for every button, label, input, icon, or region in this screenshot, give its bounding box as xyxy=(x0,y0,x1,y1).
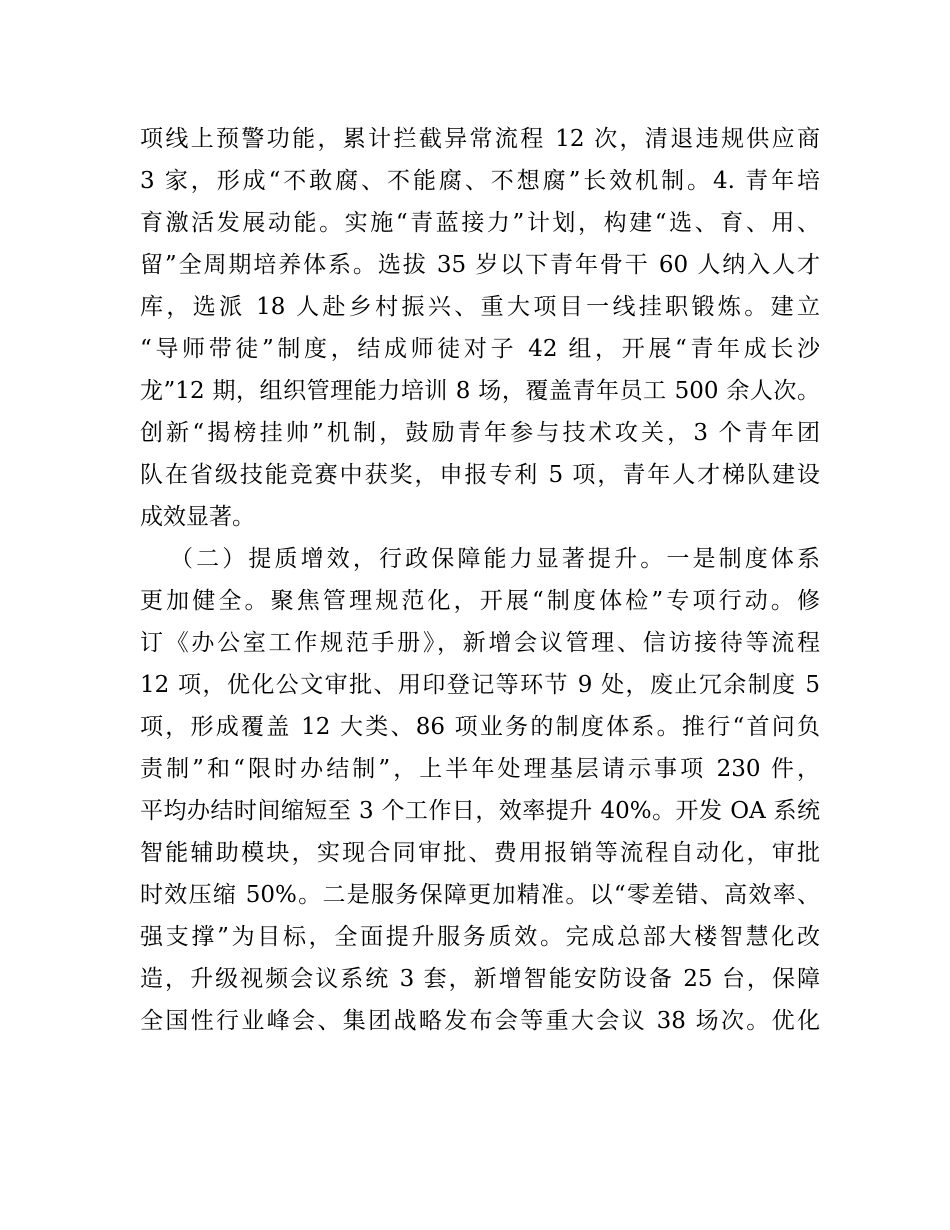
text-line: 项，形成覆盖 12 大类、86 项业务的制度体系。推行“首问负 xyxy=(140,714,820,740)
text-line: 成效显著。 xyxy=(140,504,255,530)
text-line: 3 家，形成“不敢腐、不能腐、不想腐”长效机制。4. 青年培 xyxy=(140,168,820,194)
text-line: 创新“揭榜挂帅”机制，鼓励青年参与技术攻关，3 个青年团 xyxy=(140,420,820,446)
text-line: 平均办结时间缩短至 3 个工作日，效率提升 40%。开发 OA 系统 xyxy=(140,798,820,824)
text-line: 育激活发展动能。实施“青蓝接力”计划，构建“选、育、用、 xyxy=(140,210,820,236)
text-line: 项线上预警功能，累计拦截异常流程 12 次，清退违规供应商 xyxy=(140,126,820,152)
text-line: 订《办公室工作规范手册》，新增会议管理、信访接待等流程 xyxy=(140,630,820,656)
paragraph-admin-support xyxy=(140,538,820,1042)
text-line: 更加健全。聚焦管理规范化，开展“制度体检”专项行动。修 xyxy=(140,588,820,614)
text-line: 智能辅助模块，实现合同审批、费用报销等流程自动化，审批 xyxy=(140,840,820,866)
text-line: 造，升级视频会议系统 3 套，新增智能安防设备 25 台，保障 xyxy=(140,966,820,992)
text-line: “导师带徒”制度，结成师徒对子 42 组，开展“青年成长沙 xyxy=(140,336,820,362)
text-line: 队在省级技能竞赛中获奖，申报专利 5 项，青年人才梯队建设 xyxy=(140,462,820,488)
text-line: 龙”12 期，组织管理能力培训 8 场，覆盖青年员工 500 余人次。 xyxy=(140,378,820,404)
text-line: 责制”和“限时办结制”，上半年处理基层请示事项 230 件， xyxy=(140,756,820,782)
text-line: 时效压缩 50%。二是服务保障更加精准。以“零差错、高效率、 xyxy=(140,882,820,908)
text-line: 库，选派 18 人赴乡村振兴、重大项目一线挂职锻炼。建立 xyxy=(140,294,820,320)
text-line: 留”全周期培养体系。选拔 35 岁以下青年骨干 60 人纳入人才 xyxy=(140,252,820,278)
text-line: 强支撑”为目标，全面提升服务质效。完成总部大楼智慧化改 xyxy=(140,924,820,950)
section-heading-line: （二）提质增效，行政保障能力显著提升。一是制度体系 xyxy=(170,546,820,572)
text-line: 全国性行业峰会、集团战略发布会等重大会议 38 场次。优化 xyxy=(140,1008,820,1034)
text-line: 12 项，优化公文审批、用印登记等环节 9 处，废止冗余制度 5 xyxy=(140,672,820,698)
paragraph-youth-cultivation xyxy=(140,118,820,538)
